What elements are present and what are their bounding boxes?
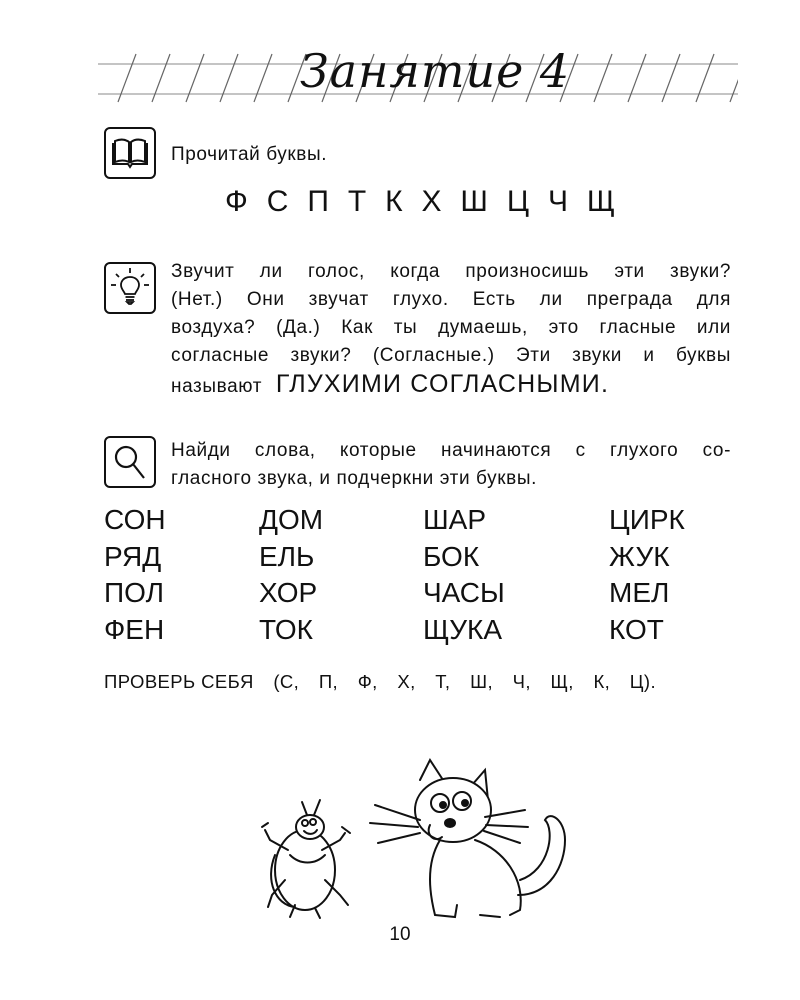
word-item: ЧАСЫ: [423, 577, 505, 608]
letter-item: Ш: [460, 185, 488, 218]
cat-icon: [370, 760, 565, 917]
word-column-2: [259, 502, 323, 648]
think-line-4: согласные звуки? (Согласные.) Эти звуки и буквы: [171, 345, 731, 366]
think-line-1: Звучит ли голос, когда произносишь эти звуки?: [171, 261, 731, 282]
word-item: ХОР: [259, 577, 318, 608]
word-item: ФЕН: [104, 613, 165, 645]
word-column-1: [104, 502, 166, 648]
check-letter: (С,: [273, 671, 300, 692]
think-suffix: .: [600, 370, 609, 398]
check-letter: Ф,: [357, 671, 378, 692]
word-column-3: [423, 502, 505, 648]
check-letter: П,: [318, 671, 339, 692]
letter-item: Т: [347, 185, 367, 218]
check-letter: К,: [593, 671, 611, 692]
word-item: ТОК: [259, 613, 313, 645]
letter-item: Ц: [506, 185, 530, 218]
page-number: 10: [389, 924, 411, 945]
think-line-5: [171, 370, 609, 401]
find-line-1: Найди слова, которые начинаются с глухого со-: [171, 440, 731, 461]
letter-item: Ф: [225, 185, 248, 218]
letter-item: Ч: [547, 185, 568, 218]
lesson-title: Занятие 4: [300, 44, 571, 98]
illustration: [250, 755, 590, 925]
think-line-2: (Нет.) Они звучат глухо. Есть ли преграда для: [171, 289, 731, 310]
self-check-line: [104, 671, 656, 693]
letter-item: Щ: [586, 185, 615, 218]
word-item: ДОМ: [259, 504, 324, 535]
word-item: СОН: [104, 504, 166, 535]
word-item: КОТ: [609, 613, 664, 645]
check-letter: Щ,: [550, 671, 574, 692]
check-letter: Ч,: [512, 671, 531, 692]
check-letter: Ш,: [470, 671, 493, 692]
word-column-4: [609, 502, 685, 648]
lightbulb-icon: [104, 262, 156, 314]
think-prefix: называют: [171, 376, 262, 397]
letter-item: С: [266, 185, 289, 218]
letter-item: К: [385, 185, 403, 218]
check-prefix: ПРОВЕРЬ СЕБЯ: [104, 671, 254, 692]
check-letter: Х,: [397, 671, 416, 692]
letter-item: Х: [421, 185, 442, 218]
read-instruction: Прочитай буквы.: [171, 144, 328, 165]
word-item: БОК: [423, 540, 480, 572]
word-item: РЯД: [104, 540, 162, 572]
word-item: ПОЛ: [104, 577, 164, 608]
word-item: ШАР: [423, 504, 487, 535]
check-letter: Ц).: [629, 671, 656, 692]
word-item: ЖУК: [609, 540, 670, 572]
check-letter: Т,: [435, 671, 451, 692]
letter-item: П: [307, 185, 329, 218]
think-line-3: воздуха? (Да.) Как ты думаешь, это гласные или: [171, 317, 731, 338]
term-highlight: ГЛУХИМИ СОГЛАСНЫМИ: [275, 370, 601, 398]
word-item: МЕЛ: [609, 577, 670, 608]
beetle-icon: [262, 800, 350, 918]
word-item: ЕЛЬ: [259, 540, 315, 572]
book-icon: [104, 127, 156, 179]
letters-row: [225, 185, 615, 219]
find-line-2: гласного звука, и подчеркни эти буквы.: [171, 468, 537, 489]
magnifier-icon: [104, 436, 156, 488]
word-item: ЦИРК: [609, 504, 685, 535]
word-item: ЩУКА: [423, 613, 503, 645]
